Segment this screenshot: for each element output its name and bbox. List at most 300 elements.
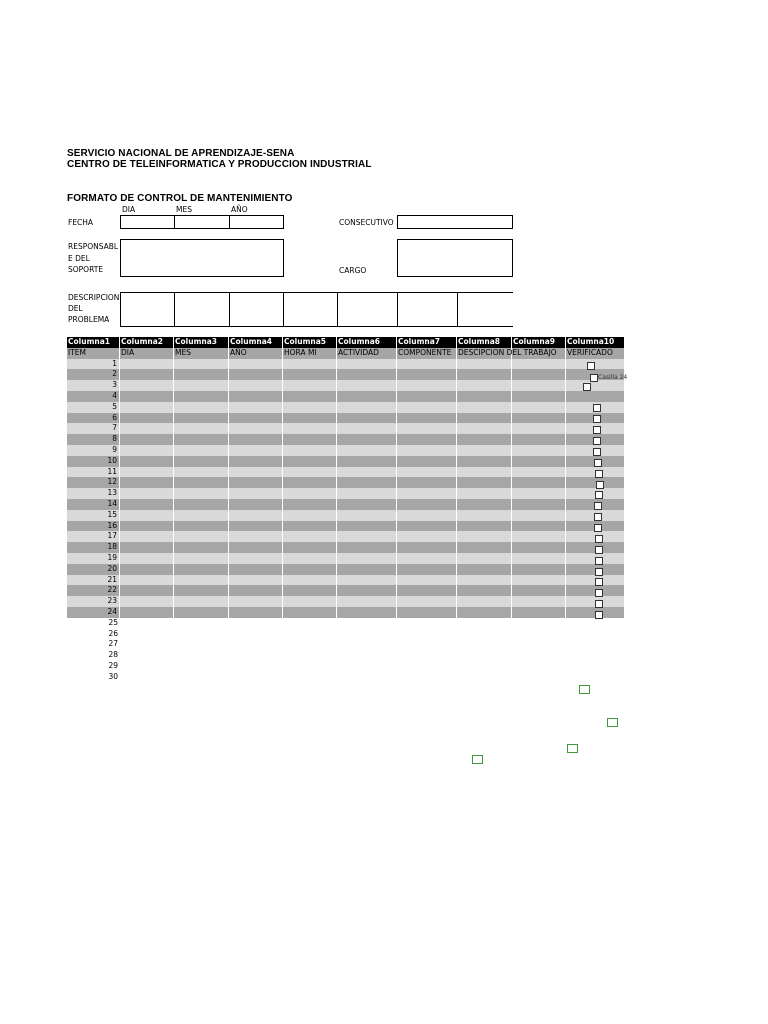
table-cell[interactable] (229, 564, 283, 575)
verificado-checkbox[interactable] (595, 546, 603, 554)
item-number: 19 (67, 553, 120, 564)
table-cell[interactable] (457, 413, 512, 424)
descripcion-top-line (120, 292, 513, 293)
table-cell[interactable] (512, 402, 566, 413)
table-cell[interactable] (337, 564, 397, 575)
table-cell[interactable] (337, 380, 397, 391)
table-cell[interactable] (397, 423, 457, 434)
descripcion-bottom-line (120, 326, 513, 327)
item-number: 11 (67, 467, 120, 478)
table-cell[interactable] (229, 456, 283, 467)
table-cell[interactable] (337, 413, 397, 424)
table-cell[interactable] (512, 488, 566, 499)
table-cell[interactable] (512, 413, 566, 424)
verificado-checkbox[interactable] (587, 362, 595, 370)
table-cell[interactable] (457, 380, 512, 391)
table-cell[interactable] (457, 542, 512, 553)
form-title: FORMATO DE CONTROL DE MANTENIMIENTO (67, 193, 293, 204)
table-row (67, 391, 625, 402)
table-cell[interactable] (283, 423, 337, 434)
table-cell[interactable] (120, 510, 174, 521)
table-cell[interactable] (120, 369, 174, 380)
column-name-row (67, 337, 625, 348)
table-cell[interactable] (229, 585, 283, 596)
table-cell[interactable] (174, 499, 229, 510)
table-cell[interactable] (229, 575, 283, 586)
table-cell[interactable] (283, 380, 337, 391)
table-row (67, 661, 625, 672)
table-cell[interactable] (283, 596, 337, 607)
consecutivo-label: CONSECUTIVO (339, 218, 394, 227)
table-cell[interactable] (337, 467, 397, 478)
table-cell[interactable] (174, 369, 229, 380)
table-cell[interactable] (397, 596, 457, 607)
verificado-checkbox[interactable] (595, 611, 603, 619)
responsable-field[interactable] (120, 239, 284, 277)
table-cell[interactable] (283, 359, 337, 370)
dia-label: DIA (122, 205, 136, 214)
table-cell[interactable] (283, 391, 337, 402)
table-row (67, 639, 625, 650)
table-cell[interactable] (397, 402, 457, 413)
table-cell[interactable] (397, 499, 457, 510)
column-header: HORA MI (283, 348, 337, 359)
table-cell[interactable] (397, 542, 457, 553)
table-cell[interactable] (174, 531, 229, 542)
item-number: 2 (67, 369, 120, 380)
item-number: 14 (67, 499, 120, 510)
fecha-dia-field[interactable] (120, 215, 175, 229)
table-cell[interactable] (337, 488, 397, 499)
table-cell[interactable] (229, 510, 283, 521)
table-cell[interactable] (337, 477, 397, 488)
table-cell[interactable] (283, 585, 337, 596)
table-cell[interactable] (229, 553, 283, 564)
table-cell[interactable] (337, 553, 397, 564)
table-cell[interactable] (337, 434, 397, 445)
table-cell[interactable] (512, 521, 566, 532)
table-cell[interactable] (174, 596, 229, 607)
verificado-checkbox[interactable] (593, 404, 601, 412)
table-cell[interactable] (283, 564, 337, 575)
table-cell[interactable] (457, 564, 512, 575)
table-cell[interactable] (174, 607, 229, 618)
table-cell[interactable] (512, 456, 566, 467)
table-cell[interactable] (512, 423, 566, 434)
verificado-checkbox[interactable] (595, 491, 603, 499)
table-cell[interactable] (512, 564, 566, 575)
verificado-checkbox[interactable] (590, 374, 598, 382)
descripcion-divider (283, 292, 284, 327)
table-cell[interactable] (337, 445, 397, 456)
table-cell[interactable] (337, 391, 397, 402)
table-cell[interactable] (174, 553, 229, 564)
table-cell[interactable] (512, 553, 566, 564)
table-row (67, 456, 625, 467)
table-cell[interactable] (283, 553, 337, 564)
table-cell[interactable] (229, 391, 283, 402)
anio-label: AÑO (231, 205, 248, 214)
table-cell[interactable] (229, 423, 283, 434)
fecha-mes-field[interactable] (174, 215, 230, 229)
table-cell[interactable] (174, 402, 229, 413)
table-cell[interactable] (397, 445, 457, 456)
fecha-anio-field[interactable] (229, 215, 284, 229)
table-cell[interactable] (337, 531, 397, 542)
table-cell[interactable] (397, 510, 457, 521)
item-number: 6 (67, 413, 120, 424)
table-cell[interactable] (457, 477, 512, 488)
table-cell[interactable] (337, 423, 397, 434)
table-cell[interactable] (174, 434, 229, 445)
table-cell[interactable] (337, 596, 397, 607)
table-row (67, 369, 628, 381)
column-name: Columna7 (397, 337, 457, 348)
table-cell[interactable] (397, 477, 457, 488)
table-cell[interactable] (174, 564, 229, 575)
table-cell[interactable] (120, 456, 174, 467)
table-cell[interactable] (283, 445, 337, 456)
table-cell[interactable] (174, 467, 229, 478)
table-cell[interactable] (457, 488, 512, 499)
table-cell[interactable] (337, 359, 397, 370)
table-cell[interactable] (120, 477, 174, 488)
column-header: COMPONENTE (397, 348, 457, 359)
table-cell[interactable] (229, 359, 283, 370)
table-cell[interactable] (174, 488, 229, 499)
table-cell[interactable] (566, 359, 625, 370)
table-cell[interactable] (457, 467, 512, 478)
table-cell[interactable] (397, 488, 457, 499)
table-cell[interactable] (229, 369, 283, 380)
table-cell[interactable] (512, 531, 566, 542)
table-cell[interactable] (512, 499, 566, 510)
table-cell[interactable] (174, 510, 229, 521)
table-cell[interactable] (174, 456, 229, 467)
table-row (67, 650, 625, 661)
table-cell[interactable] (397, 607, 457, 618)
column-name: Columna8 (457, 337, 512, 348)
table-cell[interactable] (457, 423, 512, 434)
table-row (67, 596, 625, 607)
table-cell[interactable] (229, 445, 283, 456)
item-number: 3 (67, 380, 120, 391)
table-cell[interactable] (229, 596, 283, 607)
descripcion-divider (174, 292, 175, 327)
table-cell[interactable] (283, 575, 337, 586)
table-cell[interactable] (120, 488, 174, 499)
table-cell[interactable] (457, 607, 512, 618)
item-number: 16 (67, 521, 120, 532)
table-cell[interactable] (457, 521, 512, 532)
table-cell[interactable] (337, 510, 397, 521)
verificado-checkbox[interactable] (583, 383, 591, 391)
table-cell[interactable] (337, 369, 397, 380)
table-cell[interactable] (397, 380, 457, 391)
item-number: 13 (67, 488, 120, 499)
table-cell[interactable] (283, 607, 337, 618)
item-number: 28 (108, 650, 118, 660)
table-cell[interactable] (512, 445, 566, 456)
table-cell[interactable] (566, 391, 625, 402)
column-name: Columna5 (283, 337, 337, 348)
table-cell[interactable] (120, 380, 174, 391)
item-number: 22 (67, 585, 120, 596)
verificado-checkbox[interactable] (593, 437, 601, 445)
table-cell[interactable] (174, 521, 229, 532)
table-cell[interactable] (512, 510, 566, 521)
table-cell[interactable] (229, 499, 283, 510)
table-cell[interactable] (120, 553, 174, 564)
table-cell[interactable] (174, 380, 229, 391)
item-number: 25 (108, 617, 118, 627)
consecutivo-field[interactable] (397, 215, 513, 229)
center-name: CENTRO DE TELEINFORMATICA Y PRODUCCION INDUSTRIAL (67, 159, 372, 170)
table-cell[interactable] (397, 531, 457, 542)
table-cell[interactable] (457, 553, 512, 564)
table-row (67, 402, 625, 413)
cargo-label: CARGO (339, 266, 367, 275)
responsable-label-2: E DEL (68, 254, 90, 263)
table-cell[interactable] (457, 359, 512, 370)
table-cell[interactable] (337, 521, 397, 532)
table-cell[interactable] (512, 369, 566, 380)
table-row (67, 618, 625, 629)
table-cell[interactable] (283, 402, 337, 413)
table-cell[interactable] (397, 369, 457, 380)
verificado-checkbox[interactable] (593, 448, 601, 456)
table-row (67, 542, 625, 553)
table-cell[interactable] (229, 467, 283, 478)
table-cell[interactable] (120, 499, 174, 510)
verificado-checkbox[interactable] (595, 578, 603, 586)
table-cell[interactable] (397, 413, 457, 424)
column-name: Columna1 (67, 337, 120, 348)
table-cell[interactable] (283, 542, 337, 553)
item-number: 21 (67, 575, 120, 586)
table-cell[interactable] (512, 585, 566, 596)
item-number: 7 (67, 423, 120, 434)
table-cell[interactable] (397, 564, 457, 575)
descripcion-label-2: DEL (68, 304, 83, 313)
verificado-checkbox[interactable] (593, 415, 601, 423)
table-cell[interactable] (120, 391, 174, 402)
table-cell[interactable] (457, 391, 512, 402)
table-cell[interactable] (120, 413, 174, 424)
table-cell[interactable] (457, 402, 512, 413)
responsable-label-1: RESPONSABL (68, 242, 119, 251)
item-number: 8 (67, 434, 120, 445)
table-cell[interactable] (174, 477, 229, 488)
verificado-checkbox[interactable] (594, 502, 602, 510)
green-checkbox[interactable] (472, 755, 483, 764)
column-name: Columna2 (120, 337, 174, 348)
table-cell[interactable] (120, 445, 174, 456)
table-cell[interactable] (397, 434, 457, 445)
table-cell[interactable] (120, 585, 174, 596)
table-cell[interactable] (229, 413, 283, 424)
maintenance-table (67, 337, 628, 683)
table-cell[interactable] (229, 521, 283, 532)
green-checkbox[interactable] (579, 685, 590, 694)
table-cell[interactable] (229, 380, 283, 391)
table-cell[interactable] (512, 391, 566, 402)
table-cell[interactable] (174, 575, 229, 586)
table-cell[interactable] (512, 359, 566, 370)
verificado-checkbox[interactable] (595, 589, 603, 597)
table-cell[interactable] (512, 477, 566, 488)
table-cell[interactable] (229, 402, 283, 413)
table-row (67, 434, 625, 445)
item-number: 23 (67, 596, 120, 607)
green-checkbox[interactable] (607, 718, 618, 727)
table-cell[interactable] (174, 391, 229, 402)
table-cell[interactable] (120, 607, 174, 618)
table-cell[interactable] (174, 542, 229, 553)
table-cell[interactable] (397, 585, 457, 596)
item-number: 20 (67, 564, 120, 575)
table-cell[interactable] (397, 456, 457, 467)
table-cell[interactable] (120, 434, 174, 445)
table-cell[interactable] (457, 456, 512, 467)
item-number: 5 (67, 402, 120, 413)
table-cell[interactable] (512, 380, 566, 391)
table-cell[interactable] (397, 553, 457, 564)
table-cell[interactable] (174, 413, 229, 424)
table-cell[interactable] (512, 596, 566, 607)
verificado-checkbox[interactable] (595, 557, 603, 565)
table-cell[interactable] (229, 477, 283, 488)
item-number: 10 (67, 456, 120, 467)
table-cell[interactable] (229, 607, 283, 618)
table-row (67, 575, 625, 586)
table-cell[interactable] (397, 391, 457, 402)
table-cell[interactable] (174, 423, 229, 434)
table-cell[interactable] (457, 531, 512, 542)
table-cell[interactable] (457, 585, 512, 596)
table-row (67, 531, 625, 542)
table-cell[interactable] (120, 531, 174, 542)
descripcion-divider (337, 292, 338, 327)
table-cell[interactable] (512, 542, 566, 553)
verificado-checkbox[interactable] (596, 481, 604, 489)
table-row (67, 521, 625, 532)
table-cell[interactable] (174, 585, 229, 596)
table-cell[interactable] (397, 359, 457, 370)
table-cell[interactable] (283, 456, 337, 467)
column-name: Columna6 (337, 337, 397, 348)
verificado-checkbox[interactable] (594, 459, 602, 467)
column-header: ACTIVIDAD (337, 348, 397, 359)
table-cell[interactable] (283, 521, 337, 532)
table-cell[interactable] (174, 445, 229, 456)
table-row (67, 413, 625, 424)
item-number: 1 (67, 359, 120, 370)
mes-label: MES (176, 205, 192, 214)
table-cell[interactable] (229, 531, 283, 542)
table-cell[interactable] (283, 488, 337, 499)
table-cell[interactable] (457, 510, 512, 521)
table-cell[interactable] (512, 467, 566, 478)
table-cell[interactable] (512, 607, 566, 618)
verificado-checkbox[interactable] (593, 426, 601, 434)
table-cell[interactable] (120, 359, 174, 370)
table-cell[interactable] (397, 575, 457, 586)
descripcion-label-3: PROBLEMA (68, 315, 110, 324)
table-cell[interactable] (457, 596, 512, 607)
table-cell[interactable] (337, 585, 397, 596)
table-cell[interactable] (120, 423, 174, 434)
table-cell[interactable] (337, 607, 397, 618)
item-number: 4 (67, 391, 120, 402)
verificado-checkbox[interactable] (595, 470, 603, 478)
column-header: AÑO (229, 348, 283, 359)
table-cell[interactable] (229, 542, 283, 553)
table-row (67, 423, 625, 434)
cargo-field[interactable] (397, 239, 513, 277)
column-header: DIA (120, 348, 174, 359)
table-cell[interactable] (120, 467, 174, 478)
table-cell[interactable] (120, 402, 174, 413)
verificado-checkbox[interactable] (595, 600, 603, 608)
table-cell[interactable] (120, 564, 174, 575)
verificado-checkbox[interactable] (594, 513, 602, 521)
table-cell[interactable] (283, 467, 337, 478)
table-cell[interactable] (174, 359, 229, 370)
table-cell[interactable] (229, 488, 283, 499)
table-cell[interactable] (229, 434, 283, 445)
table-row (67, 672, 625, 683)
table-cell[interactable] (283, 369, 337, 380)
table-cell[interactable] (337, 499, 397, 510)
table-cell[interactable] (283, 434, 337, 445)
table-cell[interactable] (120, 596, 174, 607)
verificado-checkbox[interactable] (594, 524, 602, 532)
table-cell[interactable] (457, 434, 512, 445)
table-cell[interactable] (283, 413, 337, 424)
table-cell[interactable] (397, 467, 457, 478)
table-cell[interactable] (337, 542, 397, 553)
table-cell[interactable] (283, 510, 337, 521)
table-cell[interactable] (457, 575, 512, 586)
table-cell[interactable] (120, 542, 174, 553)
table-cell[interactable] (457, 499, 512, 510)
verificado-checkbox[interactable] (595, 568, 603, 576)
table-cell[interactable] (120, 521, 174, 532)
table-cell[interactable] (457, 369, 512, 380)
table-row (67, 585, 625, 596)
verificado-checkbox[interactable] (595, 535, 603, 543)
table-cell[interactable] (337, 456, 397, 467)
green-checkbox[interactable] (567, 744, 578, 753)
table-cell[interactable] (512, 575, 566, 586)
table-cell[interactable] (283, 499, 337, 510)
column-name: Columna10 (566, 337, 625, 348)
item-number: 27 (108, 639, 118, 649)
table-cell[interactable] (337, 575, 397, 586)
item-number: 12 (67, 477, 120, 488)
table-cell[interactable] (283, 531, 337, 542)
table-cell[interactable] (397, 521, 457, 532)
table-cell[interactable] (512, 434, 566, 445)
column-header: ITEM (67, 348, 120, 359)
table-cell[interactable] (120, 575, 174, 586)
column-name: Columna9 (512, 337, 566, 348)
table-cell[interactable] (457, 445, 512, 456)
table-row (67, 510, 625, 521)
table-cell[interactable] (283, 477, 337, 488)
table-cell[interactable] (337, 402, 397, 413)
